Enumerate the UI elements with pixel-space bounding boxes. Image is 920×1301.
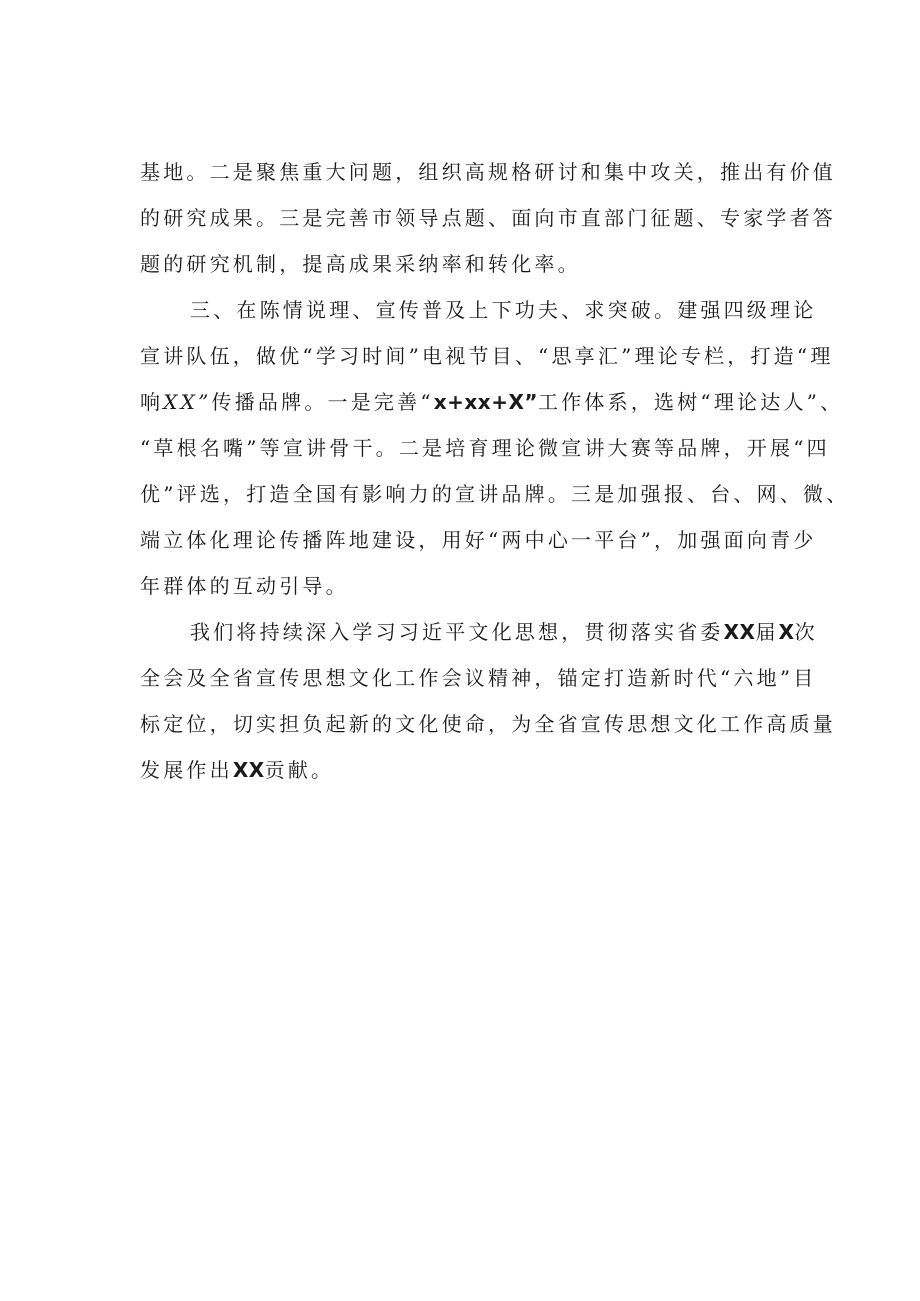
paragraph-1-line-1: 基地。二是聚焦重大问题，组织高规格研讨和集中攻关，推出有价值 (140, 160, 836, 184)
paragraph-2-line-1: 三、在陈情说理、宣传普及上下功夫、求突破。建强四级理论 (190, 298, 817, 322)
paragraph-1-line-3: 题的研究机制，提高成果采纳率和转化率。 (140, 252, 581, 276)
italic-placeholder-xx: XX” (163, 390, 212, 414)
bold-placeholder-x: X (778, 620, 795, 644)
line-text-segment: 我们将持续深入学习习近平文化思想，贯彻落实省委 (190, 620, 724, 644)
paragraph-3-line-4 (140, 758, 334, 782)
line-text-segment: 发展作出 (140, 758, 233, 782)
paragraph-2-line-6: 端立体化理论传播阵地建设，用好“两中心一平台”，加强面向青少 (140, 528, 817, 552)
bold-placeholder-system: x+xx+X” (433, 390, 539, 414)
bold-placeholder-xx: XX (723, 620, 756, 644)
paragraph-2-line-3 (140, 390, 843, 414)
line-text-segment: 响 (140, 390, 164, 414)
paragraph-3-line-2: 全会及全省宣传思想文化工作会议精神，锚定打造新时代“六地”目 (140, 666, 817, 690)
paragraph-3-line-1 (190, 620, 818, 644)
paragraph-2-line-7: 年群体的互动引导。 (140, 574, 349, 598)
paragraph-3-line-3: 标定位，切实担负起新的文化使命，为全省宣传思想文化工作高质量 (140, 712, 836, 736)
paragraph-2-line-4: “草根名嘴”等宣讲骨干。二是培育理论微宣讲大赛等品牌，开展“四 (140, 436, 830, 460)
paragraph-2-line-5: 优”评选，打造全国有影响力的宣讲品牌。三是加强报、台、网、微、 (140, 482, 850, 506)
bold-placeholder-xx: XX (232, 758, 265, 782)
line-text-segment: 届 (755, 620, 779, 644)
paragraph-2-line-2: 宣讲队伍，做优“学习时间”电视节目、“思享汇”理论专栏，打造“理 (140, 344, 834, 368)
line-text-segment: 贡献。 (264, 758, 335, 782)
paragraph-1-line-2: 的研究成果。三是完善市领导点题、面向市直部门征题、专家学者答 (140, 206, 836, 230)
line-text-segment: 次 (794, 620, 818, 644)
line-text-segment: 传播品牌。一是完善“ (211, 390, 434, 414)
line-text-segment: 工作体系，选树“理论达人”、 (538, 390, 844, 414)
